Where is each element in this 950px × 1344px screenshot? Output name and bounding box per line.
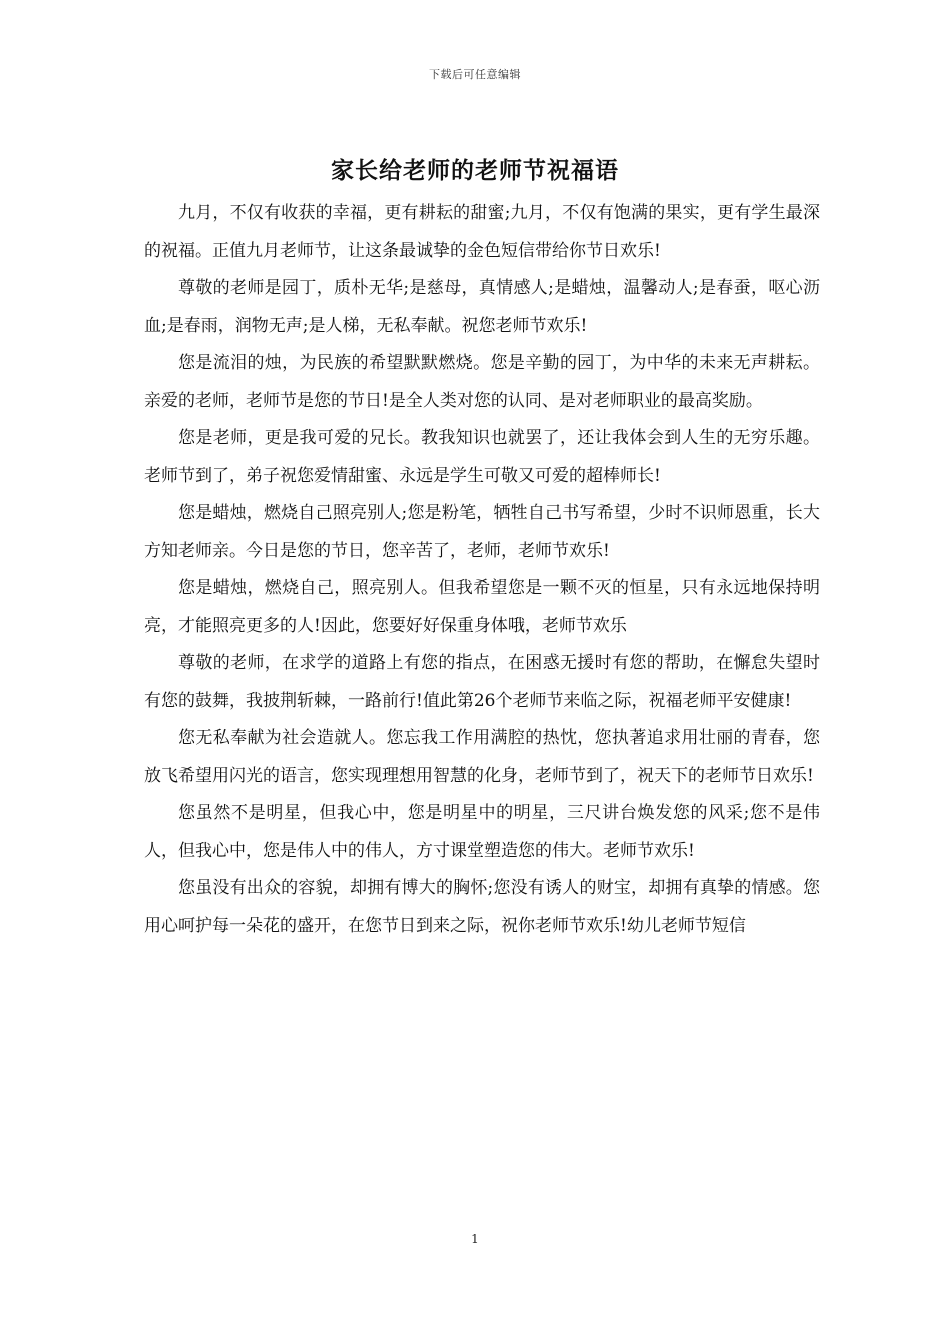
header-note: 下载后可任意编辑 [429, 68, 521, 81]
paragraph: 您虽然不是明星，但我心中，您是明星中的明星，三尺讲台焕发您的风采;您不是伟人，但我心中，您是伟人中的伟人，方寸课堂塑造您的伟大。老师节欢乐! [144, 803, 820, 861]
paragraph: 您无私奉献为社会造就人。您忘我工作用满腔的热忱，您执著追求用壮丽的青春，您放飞希望用闪光的语言，您实现理想用智慧的化身，老师节到了，祝天下的老师节日欢乐! [144, 728, 820, 786]
paragraph: 九月，不仅有收获的幸福，更有耕耘的甜蜜;九月，不仅有饱满的果实，更有学生最深的祝福。正值九月老师节，让这条最诚挚的金色短信带给你节日欢乐! [144, 203, 820, 261]
paragraph: 您是蜡烛，燃烧自己照亮别人;您是粉笔，牺牲自己书写希望，少时不识师恩重，长大方知老师亲。今日是您的节日，您辛苦了，老师，老师节欢乐! [144, 503, 820, 561]
paragraph: 您是老师，更是我可爱的兄长。教我知识也就罢了，还让我体会到人生的无穷乐趣。老师节到了，弟子祝您爱情甜蜜、永远是学生可敬又可爱的超棒师长! [144, 428, 820, 486]
paragraph: 尊敬的老师，在求学的道路上有您的指点，在困惑无援时有您的帮助，在懈怠失望时有您的鼓舞，我披荆斩棘，一路前行!值此第26个老师节来临之际，祝福老师平安健康! [144, 653, 820, 711]
page-number: 1 [471, 1232, 479, 1246]
document-body [144, 195, 820, 945]
paragraph: 您虽没有出众的容貌，却拥有博大的胸怀;您没有诱人的财宝，却拥有真挚的情感。您用心呵护每一朵花的盛开，在您节日到来之际，祝你老师节欢乐!幼儿老师节短信 [144, 878, 820, 936]
paragraph: 您是流泪的烛，为民族的希望默默燃烧。您是辛勤的园丁，为中华的未来无声耕耘。亲爱的老师，老师节是您的节日!是全人类对您的认同、是对老师职业的最高奖励。 [144, 353, 820, 411]
paragraph: 您是蜡烛，燃烧自己，照亮别人。但我希望您是一颗不灭的恒星，只有永远地保持明亮，才能照亮更多的人!因此，您要好好保重身体哦，老师节欢乐 [144, 578, 820, 636]
document-title: 家长给老师的老师节祝福语 [331, 157, 619, 184]
paragraph: 尊敬的老师是园丁，质朴无华;是慈母，真情感人;是蜡烛，温馨动人;是春蚕，呕心沥血;是春雨，润物无声;是人梯，无私奉献。祝您老师节欢乐! [144, 278, 820, 336]
